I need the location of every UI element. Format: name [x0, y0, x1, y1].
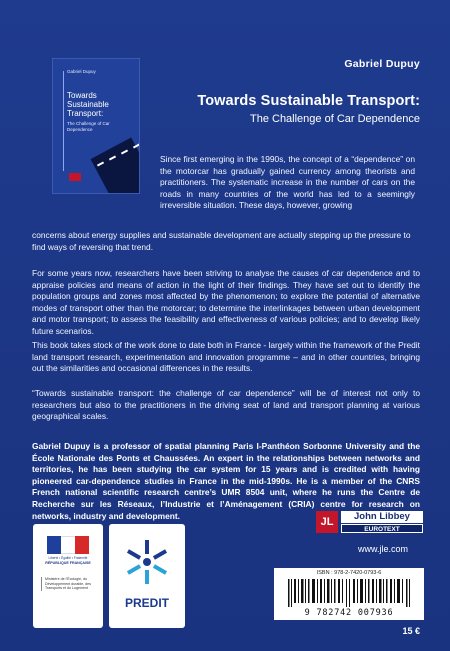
- predit-star-icon: [127, 538, 167, 586]
- french-flag-icon: [47, 536, 89, 554]
- thumbnail-title: Towards Sustainable Transport:: [67, 91, 109, 118]
- book-subtitle: The Challenge of Car Dependence: [249, 113, 420, 125]
- publisher-logo: [316, 510, 424, 536]
- thumbnail-author: Gabriel Dupuy: [67, 69, 96, 74]
- author-biography: Gabriel Dupuy is a professor of spatial planning Paris I-Panthéon Sorbonne University and the École Nationale des Ponts et Chaussées. An expert in the relationships between networks and territories, he has been studying the car system for 15 years and is credited with having pioneered car-dependence studies in France in the mid-1990s. He is a member of the CNRS French national scientific research centre’s UMR 8504 unit, where he runs the Centre de Recherche sur les Réseaux, l’Industrie et l’Aménagement (CRIA) centre for research on networks, industry and development.: [32, 441, 420, 521]
- republic-name: RÉPUBLIQUE FRANÇAISE: [45, 561, 91, 565]
- blurb-paragraph-4: “Towards sustainable transport: the challenge of car dependence” will be of interest not only to researchers but also to the practitioners in the driving seat of land and transport planning at various geographical scales.: [32, 388, 420, 422]
- front-cover-thumbnail: [52, 58, 140, 194]
- publisher-initials: JL: [316, 511, 338, 533]
- blurb-paragraph-1-continued: concerns about energy supplies and sustainable development are actually stepping up the pressure to find ways of reversing that trend.: [32, 230, 411, 252]
- predit-logo: [109, 524, 185, 628]
- thumbnail-rule: [63, 71, 64, 171]
- predit-wordmark: PREDIT: [124, 596, 169, 610]
- blurb-paragraph-1: Since first emerging in the 1990s, the concept of a “dependence” on the motorcar has gradually gained currency among theorists and practitioners. The systematic increase in the number of cars on the roads in many countries of the world has led to a seemingly irreversible situation. These days, however, growing: [160, 154, 415, 211]
- republic-motto: Liberté • Égalité • Fraternité: [48, 556, 88, 560]
- barcode-bars: [282, 579, 418, 607]
- publisher-imprint: EUROTEXT: [341, 524, 423, 533]
- book-title: Towards Sustainable Transport:: [197, 93, 420, 109]
- author-name: Gabriel Dupuy: [344, 58, 420, 70]
- ministry-logo: [33, 524, 103, 628]
- publisher-website: www.jle.com: [358, 544, 409, 554]
- blurb-paragraph-2: For some years now, researchers have been striving to analyse the causes of car dependence and to appraise policies and means of action in the light of their findings. They have set out to identify the population groups and zones most affected by the phenomenon; to explore the potential of alternative modes of transport other than the motorcar; to determine the interlinkages between urban development and motor transport; to assess the feasibility and effectiveness of various policies; and to develop likely future scenarios.: [32, 268, 420, 336]
- thumbnail-subtitle: The Challenge of Car Dependence: [67, 121, 110, 132]
- barcode: [274, 568, 424, 620]
- price: 15 €: [402, 626, 420, 636]
- barcode-number: 9 782742 007936: [304, 608, 394, 618]
- isbn-label: ISBN : 978-2-7420-0793-6: [316, 570, 382, 576]
- blurb-paragraph-3: This book takes stock of the work done to date both in France - largely within the framework of the Predit land transport research, experimentation and innovation programme – and in other countries, bringing out the similarities and occasional differences in the results.: [32, 340, 420, 374]
- publisher-name: John Libbey: [341, 511, 423, 523]
- ministry-name: Ministère de l’Écologie, du Développement durable, des Transports et du Logement: [41, 577, 101, 591]
- thumbnail-publisher-logo: [69, 173, 81, 181]
